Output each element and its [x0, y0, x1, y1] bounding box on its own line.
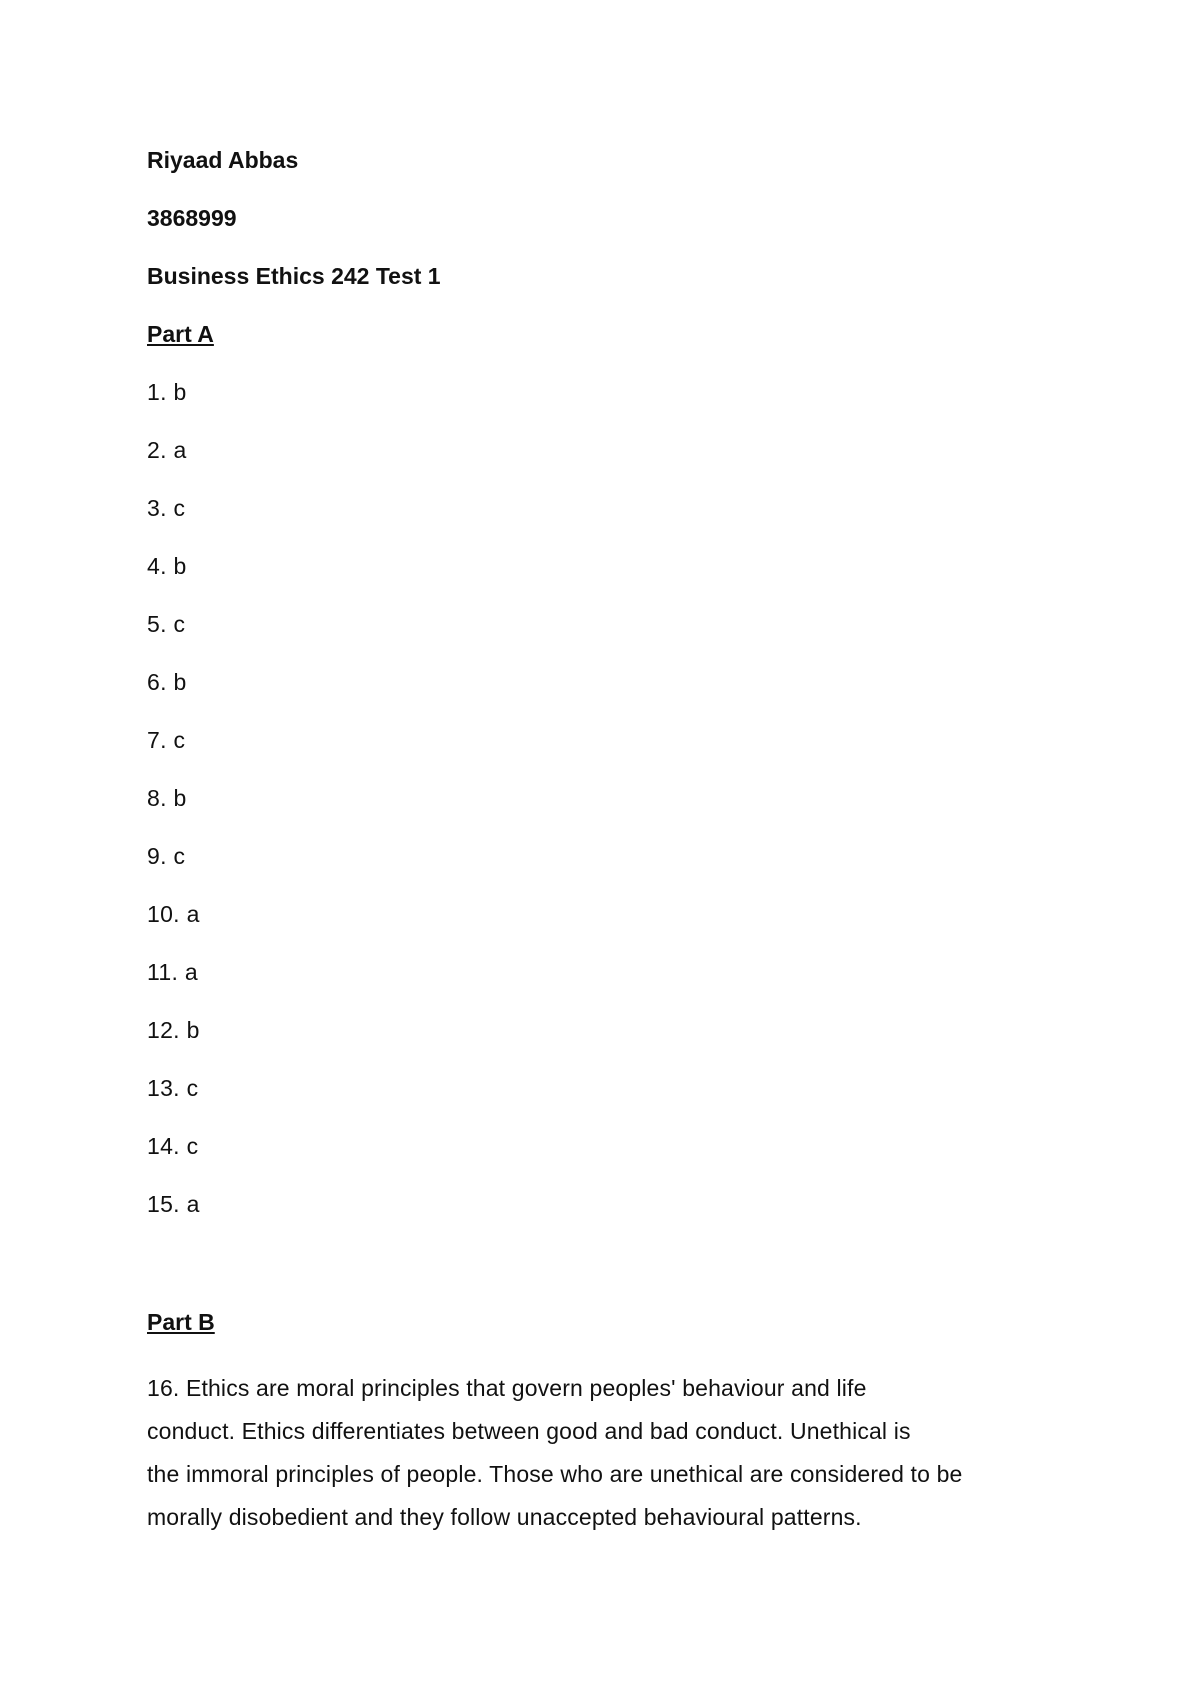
answer-item: 3. c: [147, 495, 186, 521]
answer-item: 5. c: [147, 611, 186, 637]
paragraph-line: the immoral principles of people. Those who are unethical are considered to be: [147, 1461, 963, 1487]
answer-item: 6. b: [147, 669, 187, 695]
answer-item: 1. b: [147, 379, 187, 405]
answer-item: 11. a: [147, 959, 198, 985]
answer-item: 8. b: [147, 785, 187, 811]
course-title: Business Ethics 242 Test 1: [147, 263, 441, 289]
paragraph-line: morally disobedient and they follow unaccepted behavioural patterns.: [147, 1504, 862, 1530]
answer-item: 4. b: [147, 553, 187, 579]
section-spacer: [147, 1249, 1200, 1309]
student-number: 3868999: [147, 205, 237, 231]
paragraph-line: 16. Ethics are moral principles that govern peoples' behaviour and life: [147, 1375, 867, 1401]
student-name: Riyaad Abbas: [147, 147, 299, 173]
answer-item: 13. c: [147, 1075, 199, 1101]
part-a-answer-list: [147, 379, 1200, 1218]
paragraph-line: conduct. Ethics differentiates between good and bad conduct. Unethical is: [147, 1418, 911, 1444]
answer-item: 14. c: [147, 1133, 199, 1159]
answer-16-paragraph: [147, 1367, 1027, 1539]
answer-item: 9. c: [147, 843, 186, 869]
part-a-heading: Part A: [147, 321, 214, 347]
answer-item: 2. a: [147, 437, 187, 463]
part-b-heading: Part B: [147, 1309, 215, 1335]
answer-item: 12. b: [147, 1017, 200, 1043]
answer-item: 10. a: [147, 901, 200, 927]
answer-item: 7. c: [147, 727, 186, 753]
answer-item: 15. a: [147, 1191, 200, 1217]
